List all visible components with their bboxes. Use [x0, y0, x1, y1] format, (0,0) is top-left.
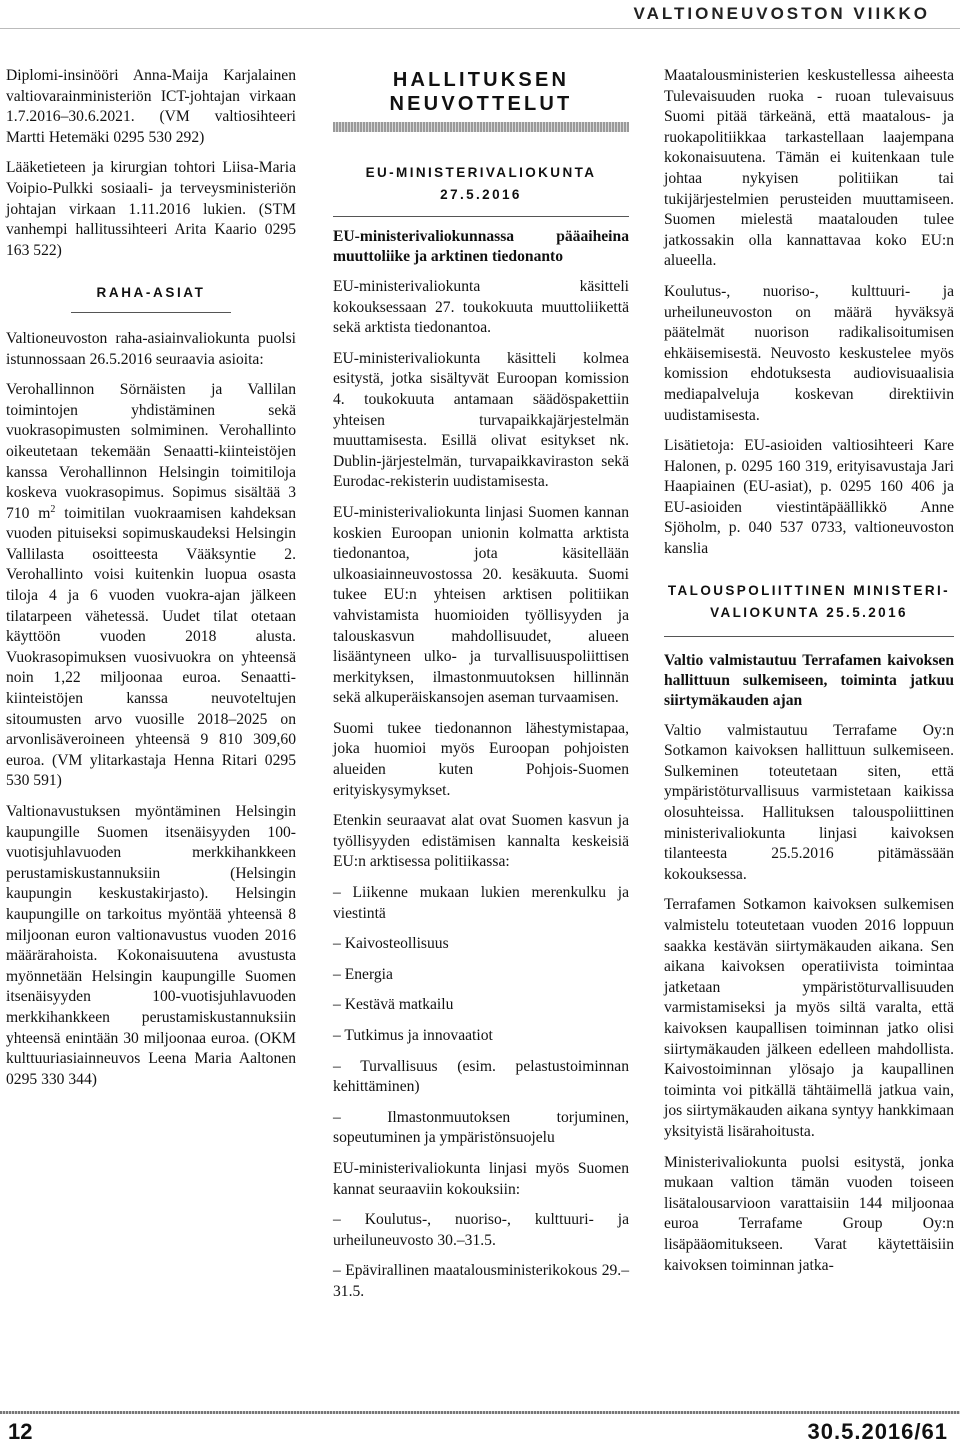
- article-paragraph-1: EU-ministerivaliokunta käsitteli kokouksessaan 27. toukokuuta muuttoliikettä sekä arktista tiedonantoa.: [333, 278, 629, 337]
- article-paragraph-6: EU-ministerivaliokunta linjasi myös Suomen kannat seuraaviin kokouksiin:: [333, 1159, 629, 1198]
- sub-heading: EU-MINISTERIVALIOKUNTA 27.5.2016: [365, 165, 597, 202]
- list-item: – Kestävä matkailu: [333, 996, 454, 1014]
- list-item: – Tutkimus ja innovaatiot: [333, 1027, 493, 1044]
- section-rule: [664, 636, 954, 637]
- page-number: 12: [8, 1419, 33, 1444]
- article-paragraph-3: EU-ministerivaliokunta linjasi Suomen kannan koskien Euroopan unionin kolmatta arktista tiedonantoa, jota käsitellään ulkoasiainneuvostossa 20. kesäkuuta. Suomi tukee EU:n yhteisen arktisen politiikan vahvistamista huomioiden työllisyyden ja talouskasvun mahdollisuudet, alueen lisääntyneen ulko- ja turvallisuuspoliittisen merkityksen, ilmastonmuutoksen hillinnän sekä alkuperäiskansojen aseman turvaamisen.: [333, 503, 629, 707]
- column-left: [6, 66, 296, 1100]
- list-item: – Koulutus-, nuoriso-, kulttuuri- ja urheiluneuvosto 30.–31.5.: [333, 1211, 629, 1249]
- terrafame-paragraph-3: Ministerivaliokunta puolsi esitystä, jonka mukaan valtion tämän vuoden toiseen lisätalousarvioon varattaisiin 144 miljoonaa euroa Terrafame Group Oy:n lisäpääomitukseen. Varat käytettäisiin kaivoksen toiminnan jatka-: [664, 1153, 954, 1274]
- terrafame-paragraph-2: Terrafamen Sotkamon kaivoksen sulkemisen valmistelu toteutetaan vuoden 2016 loppuun saakka kestävän siirtymäkauden aikana. Sen aikana kaivoksen operatiivista toimintaa jatketaan ympäristöturvallisuuden varmistamiseksi ja myös siltä varalta, että kaivoksen kaupallisen toiminnan jatko olisi siirtymäkauden jälkeen edelleen mahdollista. Kaivostoiminnan ylösajo ja kaupallinen toiminta voi pitkällä tähtäimellä jatkua vain, jos siirtymäkauden aikana syntyy hankkimaan yksityistä lisärahoitusta.: [664, 896, 954, 1140]
- issue-number: 30.5.2016/61: [807, 1419, 948, 1444]
- priority-list: [333, 883, 629, 1149]
- list-item: – Turvallisuus (esim. pelastustoiminnan kehittäminen): [333, 1057, 629, 1096]
- list-item: – Energia: [333, 965, 393, 983]
- section-heading-hallituksen-neuvottelut: HALLITUKSEN NEUVOTTELUT: [389, 69, 573, 115]
- article-paragraph-8: Koulutus-, nuoriso-, kulttuuri- ja urheiluneuvoston on määrä hyväksyä päätelmät nuorison radikalisoitumisen ehkäisemisestä. Neuvosto keskustelee myös komission ehdotuksesta audiovisuaalisia mediapalveluja koskevan direktiivin uudistamisesta.: [664, 282, 954, 424]
- list-item: – Kaivosteollisuus: [333, 935, 449, 953]
- column-middle: [333, 66, 629, 1313]
- list-item: – Ilmastonmuutoksen torjuminen, sopeutuminen ja ympäristönsuojelu: [333, 1108, 629, 1147]
- decorative-bar: [333, 122, 629, 132]
- sub-heading-rule: [333, 216, 629, 217]
- finance-item-valtionavustus: Valtionavustuksen myöntäminen Helsingin kaupungille Suomen itsenäisyyden 100-vuotisjuhlavuoden merkkihankkeen perustamiskustannuksiin (Helsingin kaupungin keskustakirjasto). Helsingin kaupungille on tarkoitus myöntää yhteensä 8 miljoonan euron valtionavustus vuoden 2016 määrärahoista. Kokonaisuutena avustusta myönnetään Helsingin kaupungille Suomen itsenäisyyden 100-vuotisjuhlavuoden merkkihankkeen perustamiskustannuksiin yhteensä enintään 30 miljoonaa euroa. (OKM kulttuuriasiainneuvos Leena Maria Aaltonen 0295 330 344): [6, 803, 296, 1088]
- section-heading-text: RAHA-ASIAT: [96, 285, 206, 301]
- section-heading-talouspoliittinen: TALOUSPOLIITTINEN MINISTERI- VALIOKUNTA 25.5.2016: [667, 582, 951, 620]
- appointment-paragraph-2: Lääketieteen ja kirurgian tohtori Liisa-Maria Voipio-Pulkki sosiaali- ja terveysministeriön johtajan virkaan 1.11.2016 lukien. (STM vanhempi hallitussihteeri Arita Kaario 0295 163 522): [6, 159, 296, 259]
- article-paragraph-7: Maatalousministerien keskustellessa aiheesta Tulevaisuuden ruoka - ruoan tulevaisuus Suomi pitää tärkeänä, että maatalous- ja ruokapolitiikkaa tarkastellaan laajempana kokonaisuutena. Tämän ei kuitenkaan tule johtaa nykyisen politiikan tai tukijärjestelmien perusteiden muuttamiseen. Suomen mielestä maatalouden tulee jatkossakin olla kannattavaa koko EU:n alueella.: [664, 67, 954, 270]
- page-footer: [0, 1411, 960, 1453]
- article-paragraph-4: Suomi tukee tiedonannon lähestymistapaa, joka huomioi myös Euroopan pohjoisten alueiden kuten Pohjois-Suomen erityiskysymykset.: [333, 719, 629, 799]
- contact-info: Lisätietoja: EU-asioiden valtiosihteeri Kare Halonen, p. 0295 160 319, erityisavustaja Jari Haapiainen (EU-asiat), p. 0295 160 406 ja EU-asioiden viestintäpäällikkö Anne Sjöholm, p. 040 537 0733, valtioneuvoston kanslia: [664, 437, 954, 558]
- article-title: EU-ministerivaliokunnassa pääaiheina muuttoliike ja arktinen tiedonanto: [333, 228, 629, 265]
- footer-rule: [0, 1411, 960, 1414]
- article-title-terrafame: Valtio valmistautuu Terrafamen kaivoksen hallittuun sulkemiseen, toiminta jatkuu siirtymäkauden ajan: [664, 651, 954, 709]
- meeting-list: [333, 1210, 629, 1302]
- finance-item-verohallinto: Verohallinnon Sörnäisten ja Vallilan toimintojen yhdistäminen sekä vuokrasopimusten solmiminen. Verohallinto oikeutetaan tekemään Senaatti-kiinteistöjen kanssa Verohallinnon Helsingin toimitiloja koskeva vuokrasopimus. Sopimus sisältää 3 710 $m^2$ toimitilan vuokraamisen kahdeksan vuoden pituiseksi sopimuskaudeksi Helsingin Vallilasta osoitteesta Vääksyntie 2. Verohallinto voisi kuitenkin luopua osasta tiloja 4 ja 6 vuoden vuokra-ajan jälkeen tilatarpeen vähetessä. Uudet tilat otetaan käyttöön vuoden 2018 alusta. Vuokrasopimuksen vuosivuokra on yhteensä noin 1,22 miljoonaa euroa. Senaatti-kiinteistöjen kanssa neuvoteltujen sitoumusten arvo vuosille 2018–2025 on arvonlisäveroineen yhteensä 9 810 309,60 euroa. (VM ylitarkastaja Henna Ritari 0295 530 591): [6, 381, 297, 790]
- publication-title: VALTIONEUVOSTON VIIKKO: [633, 4, 930, 23]
- list-item: – Epävirallinen maatalousministerikokous 29.–31.5.: [333, 1262, 629, 1300]
- appointment-paragraph-1: Diplomi-insinööri Anna-Maija Karjalainen valtiovarainministeriön ICT-johtajan virkaan 1.7.2016–30.6.2021. (VM valtiosihteeri Martti Hetemäki 0295 530 292): [6, 67, 296, 146]
- list-item: – Liikenne mukaan lukien merenkulku ja viestintä: [333, 884, 629, 922]
- header-bar: [0, 0, 960, 29]
- section-heading-raha-asiat: [6, 283, 296, 313]
- article-paragraph-5: Etenkin seuraavat alat ovat Suomen kasvun ja työllisyyden edistämisen kannalta keskeisiä EU:n arktisessa politiikassa:: [333, 812, 629, 871]
- article-paragraph-2: EU-ministerivaliokunta käsitteli kolmea esitystä, jotka sisältyvät Euroopan komission 4. toukokuuta antamaan säädöspakettiin yhteisen turvapaikkajärjestelmän muuttamisesta. Esillä olivat esitykset nk. Dublin-järjestelmän, turvapaikkaviraston sekä Eurodac-rekisterin uudistamisesta.: [333, 349, 629, 491]
- column-right: [664, 66, 954, 1286]
- section-rule: [71, 312, 231, 313]
- finance-intro-paragraph: Valtioneuvoston raha-asiainvaliokunta puolsi istunnossaan 26.5.2016 seuraavia asioita:: [6, 329, 296, 368]
- terrafame-paragraph-1: Valtio valmistautuu Terrafame Oy:n Sotkamon kaivoksen hallittuun sulkemiseen. Sulkeminen toteutetaan siten, että ympäristöturvallisuus varmistetaan kaikissa olosuhteissa. Hallituksen talouspoliittinen ministerivaliokunta linjasi kaivoksen tilanteesta 25.5.2016 pitämässään kokouksessa.: [664, 721, 954, 883]
